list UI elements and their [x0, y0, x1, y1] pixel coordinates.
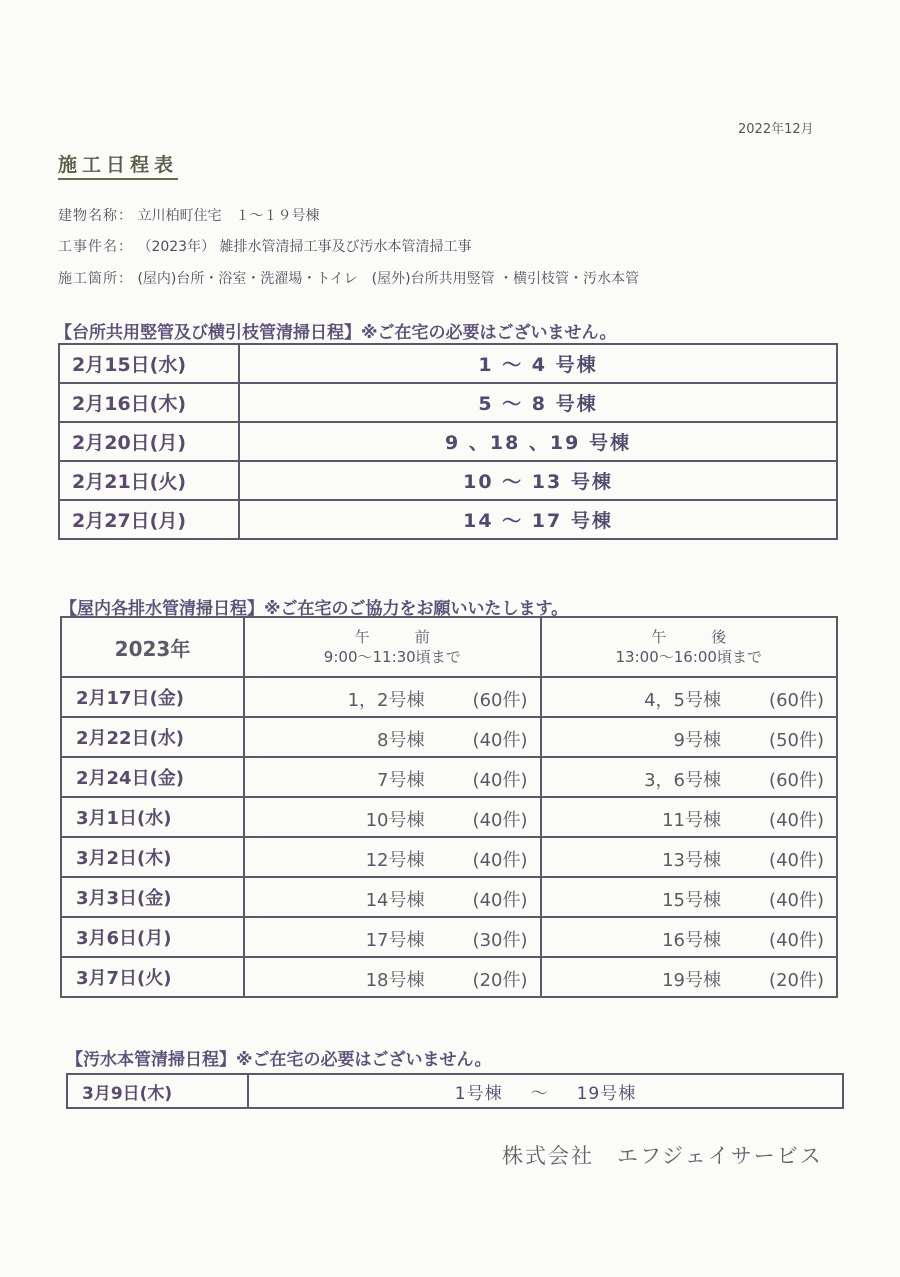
schedule-date: 3月2日(木)	[61, 837, 244, 877]
section2-title: 【屋内各排水管清掃日程】※ご在宅のご協力をお願いいたします。	[60, 599, 569, 619]
section1-title: 【台所共用竪管及び横引枝管清掃日程】※ご在宅の必要はございません。	[55, 323, 617, 343]
work-location-line	[58, 268, 639, 288]
work-location-value: (屋内)台所・浴室・洗濯場・トイレ (屋外)台所共用竪管 ・横引枝管・汚水本管	[137, 271, 640, 287]
am-cell	[244, 797, 540, 837]
pm-count: (60件)	[769, 770, 824, 791]
schedule-date: 2月21日(火)	[59, 461, 239, 500]
table-row	[61, 797, 837, 837]
range-tilde: ～	[530, 1083, 549, 1104]
pm-building: 11号棟	[662, 810, 721, 831]
pm-building: 13号棟	[662, 850, 721, 871]
pm-count: (50件)	[769, 730, 824, 751]
document-title: 施工日程表	[58, 150, 178, 180]
pm-cell	[541, 757, 838, 797]
pm-count: (60件)	[769, 690, 824, 711]
section3-table	[66, 1073, 844, 1109]
table-row	[59, 422, 837, 461]
pm-cell	[541, 917, 838, 957]
pm-building: 19号棟	[662, 970, 721, 991]
schedule-buildings: 9 、18 、19 号棟	[239, 422, 837, 461]
am-cell	[244, 917, 540, 957]
am-count: (60件)	[472, 690, 528, 711]
schedule-date: 2月15日(水)	[59, 344, 239, 383]
schedule-buildings: 5 ～ 8 号棟	[239, 383, 837, 422]
schedule-date: 2月27日(月)	[59, 500, 239, 539]
pm-building: 9号棟	[673, 730, 721, 751]
pm-count: (40件)	[769, 890, 824, 911]
schedule-date: 3月1日(水)	[61, 797, 244, 837]
table-row	[61, 917, 837, 957]
buildings-from: 1号棟	[454, 1083, 503, 1104]
pm-header	[541, 617, 838, 677]
am-building: 12号棟	[365, 850, 425, 871]
schedule-buildings: 14 ～ 17 号棟	[239, 500, 837, 539]
building-name-value: 立川柏町住宅 １～１９号棟	[137, 208, 320, 224]
am-cell	[244, 757, 540, 797]
am-cell	[244, 837, 540, 877]
am-count: (40件)	[472, 810, 528, 831]
schedule-date: 2月24日(金)	[61, 757, 244, 797]
pm-cell	[541, 837, 838, 877]
table-row	[59, 461, 837, 500]
pm-count: (40件)	[769, 810, 824, 831]
schedule-date: 2月16日(木)	[59, 383, 239, 422]
pm-cell	[541, 797, 838, 837]
project-name-line	[58, 236, 472, 256]
schedule-date: 3月3日(金)	[61, 877, 244, 917]
pm-cell	[541, 677, 838, 717]
table-row	[59, 344, 837, 383]
pm-label: 午 後	[651, 628, 727, 646]
schedule-date: 2月20日(月)	[59, 422, 239, 461]
am-cell	[244, 717, 540, 757]
table-row	[61, 677, 837, 717]
schedule-date: 3月6日(月)	[61, 917, 244, 957]
pm-building: 15号棟	[662, 890, 721, 911]
am-count: (30件)	[472, 930, 528, 951]
section1-table	[58, 343, 838, 540]
am-header	[244, 617, 540, 677]
table-row	[61, 757, 837, 797]
am-cell	[244, 957, 540, 997]
am-building: 17号棟	[365, 930, 425, 951]
table-row	[67, 1074, 843, 1108]
am-count: (40件)	[472, 890, 528, 911]
schedule-buildings: 1 ～ 4 号棟	[239, 344, 837, 383]
am-building: 1，2号棟	[347, 690, 425, 711]
am-cell	[244, 877, 540, 917]
am-label: 午 前	[354, 628, 430, 646]
schedule-date: 2月22日(水)	[61, 717, 244, 757]
am-count: (40件)	[472, 770, 528, 791]
section2-table	[60, 616, 838, 998]
am-building: 14号棟	[365, 890, 425, 911]
am-count: (40件)	[472, 730, 528, 751]
buildings-to: 19号棟	[576, 1083, 637, 1104]
schedule-date: 2月17日(金)	[61, 677, 244, 717]
project-name-value: （2023年） 雑排水管清掃工事及び汚水本管清掃工事	[137, 239, 472, 255]
table-row	[61, 837, 837, 877]
am-count: (40件)	[472, 850, 528, 871]
building-name-line	[58, 205, 319, 225]
pm-time: 13:00～16:00頃まで	[615, 648, 762, 666]
building-name-label: 建物名称：	[58, 208, 133, 224]
am-building: 18号棟	[365, 970, 425, 991]
pm-count: (40件)	[769, 930, 824, 951]
table-row	[61, 957, 837, 997]
company-name: 株式会社 エフジェイサービス	[502, 1144, 823, 1168]
am-cell	[244, 677, 540, 717]
pm-count: (20件)	[769, 970, 824, 991]
am-building: 10号棟	[365, 810, 425, 831]
pm-count: (40件)	[769, 850, 824, 871]
pm-cell	[541, 877, 838, 917]
work-location-label: 施工箇所：	[58, 271, 133, 287]
pm-building: 4，5号棟	[644, 690, 721, 711]
table-row	[59, 500, 837, 539]
schedule-date: 3月9日(木)	[67, 1074, 248, 1108]
table-row	[61, 877, 837, 917]
am-count: (20件)	[472, 970, 528, 991]
table-row	[61, 717, 837, 757]
schedule-date: 3月7日(火)	[61, 957, 244, 997]
year-header: 2023年	[61, 617, 244, 677]
schedule-buildings: 10 ～ 13 号棟	[239, 461, 837, 500]
pm-cell	[541, 717, 838, 757]
section3-title: 【汚水本管清掃日程】※ご在宅の必要はございません。	[66, 1050, 492, 1070]
pm-building: 3，6号棟	[644, 770, 721, 791]
am-building: 8号棟	[377, 730, 425, 751]
pm-building: 16号棟	[662, 930, 721, 951]
pm-cell	[541, 957, 838, 997]
schedule-buildings	[248, 1074, 843, 1108]
table-row	[59, 383, 837, 422]
document-date: 2022年12月	[738, 122, 814, 137]
project-name-label: 工事件名：	[58, 239, 133, 255]
am-time: 9:00～11:30頃まで	[323, 648, 461, 666]
table-header-row	[61, 617, 837, 677]
am-building: 7号棟	[377, 770, 425, 791]
